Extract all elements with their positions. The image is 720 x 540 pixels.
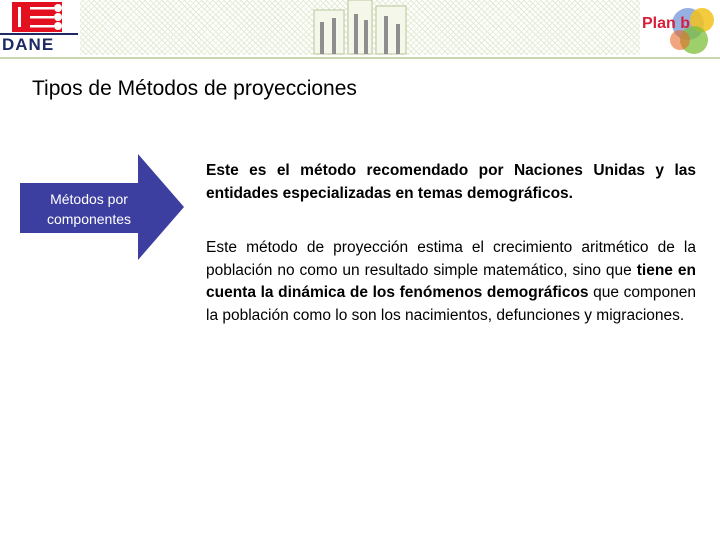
description-text-part1: Este método de proyección estima el crecimiento aritmético de la población no como un resultado simple matemático, sino que (206, 239, 696, 279)
arrow-label-line2: componentes (46, 211, 132, 227)
method-description-paragraph (206, 237, 696, 327)
plan-b-logo-text: Plan b (642, 15, 691, 32)
header-divider (0, 57, 720, 59)
description-text-bold: tiene en cuenta la dinámica de los fenómenos demográficos (206, 261, 696, 301)
dane-logo-text: DANE (2, 35, 55, 54)
dane-logo (0, 0, 80, 56)
slide-header (0, 0, 720, 62)
method-arrow-label (20, 189, 158, 229)
building-icon (308, 0, 412, 56)
recommendation-paragraph: Este es el método recomendado por Naciones Unidas y las entidades especializadas en temas demográficos. (206, 162, 696, 202)
description-text-part2: que componen la población como lo son los nacimientos, defunciones y migraciones. (206, 284, 696, 324)
arrow-label-line1: Métodos por (50, 191, 128, 207)
page-title: Tipos de Métodos de proyecciones (32, 77, 357, 100)
plan-b-logo (630, 0, 720, 60)
